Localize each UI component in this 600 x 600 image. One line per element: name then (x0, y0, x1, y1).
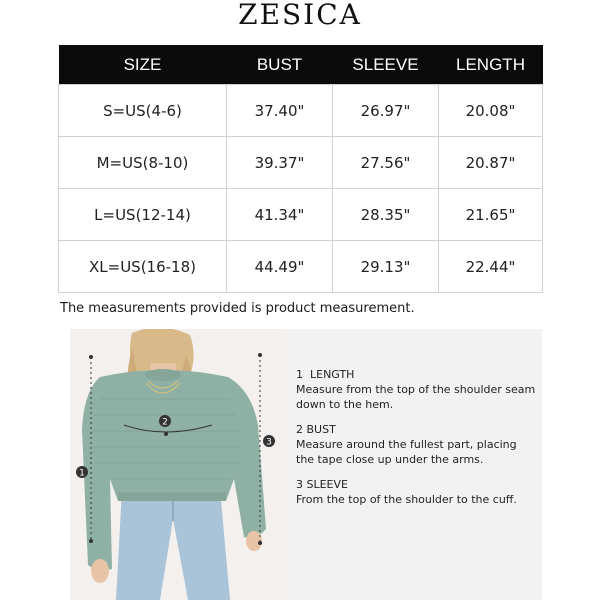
guide-length-description: Measure from the top of the shoulder seam down to the hem. (296, 383, 536, 411)
measurement-note: The measurements provided is product measurement. (60, 301, 415, 316)
sleeve-cell: 28.35" (333, 189, 439, 241)
guide-sleeve-head (296, 477, 536, 492)
table-row (59, 189, 543, 241)
size-cell: M=US(8-10) (59, 137, 227, 189)
header-size: SIZE (59, 45, 227, 85)
guide-bust (296, 422, 536, 467)
sleeve-cell: 29.13" (333, 241, 439, 293)
marker-bust: 2 (162, 417, 168, 428)
guide-length (296, 367, 536, 412)
guide-length-title: LENGTH (310, 368, 355, 381)
sleeve-cell: 26.97" (333, 85, 439, 137)
guide-bust-number: 2 (296, 423, 303, 436)
size-cell: XL=US(16-18) (59, 241, 227, 293)
guide-sleeve-description: From the top of the shoulder to the cuff. (296, 493, 517, 506)
size-cell: S=US(4-6) (59, 85, 227, 137)
guide-length-number: 1 (296, 368, 303, 381)
guide-sleeve-number: 3 (296, 478, 303, 491)
table-row (59, 137, 543, 189)
header-bust: BUST (227, 45, 333, 85)
length-cell: 21.65" (439, 189, 543, 241)
length-cell: 20.08" (439, 85, 543, 137)
brand-logo: ZESICA (238, 0, 362, 31)
guide-sleeve (296, 477, 536, 507)
guide-bust-head (296, 422, 536, 437)
table-header-row (59, 45, 543, 85)
length-cell: 22.44" (439, 241, 543, 293)
guide-sleeve-title: SLEEVE (306, 478, 348, 491)
marker-length: 1 (79, 468, 85, 479)
guide-length-head (296, 367, 536, 382)
header-length: LENGTH (439, 45, 543, 85)
sleeve-cell: 27.56" (333, 137, 439, 189)
table-row (59, 85, 543, 137)
sweater-illustration (70, 329, 286, 600)
guide-bust-title: BUST (306, 423, 336, 436)
size-chart-table (58, 45, 543, 293)
size-cell: L=US(12-14) (59, 189, 227, 241)
bust-cell: 39.37" (227, 137, 333, 189)
measurement-guide-panel (286, 329, 542, 600)
bust-cell: 41.34" (227, 189, 333, 241)
guide-bust-description: Measure around the fullest part, placing the tape close up under the arms. (296, 438, 517, 466)
header-sleeve: SLEEVE (333, 45, 439, 85)
length-cell: 20.87" (439, 137, 543, 189)
bust-cell: 44.49" (227, 241, 333, 293)
bust-cell: 37.40" (227, 85, 333, 137)
model-photo (70, 329, 286, 600)
marker-sleeve: 3 (266, 437, 272, 448)
table-row (59, 241, 543, 293)
